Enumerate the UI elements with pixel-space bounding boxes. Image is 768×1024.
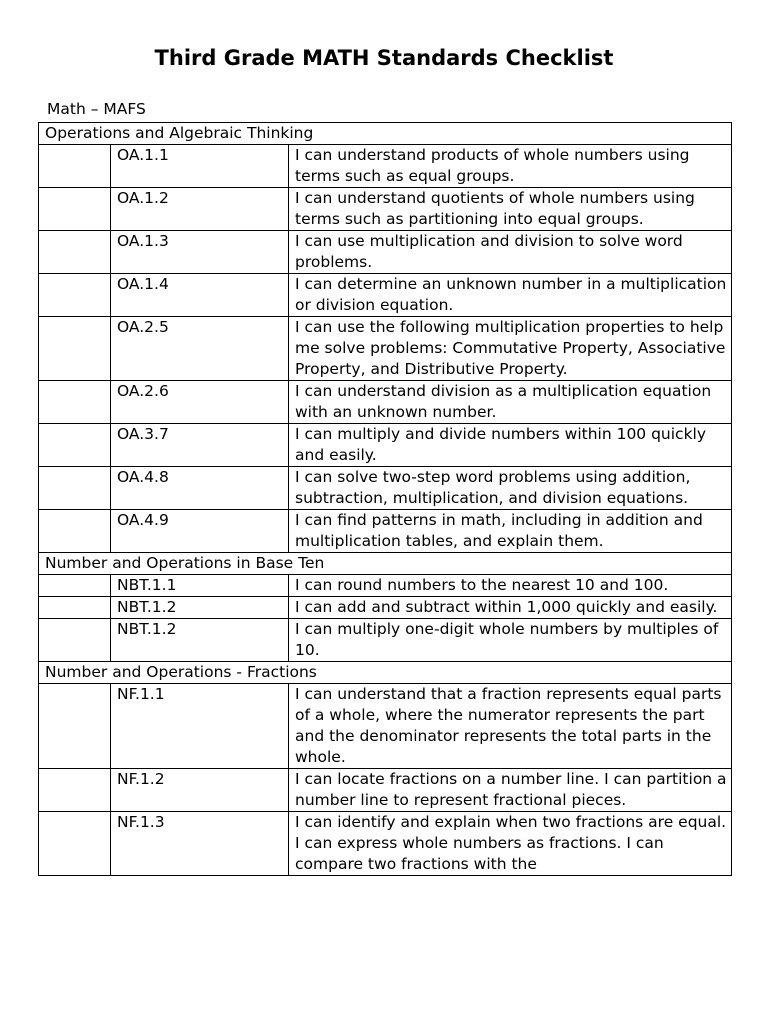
domain-heading: Number and Operations - Fractions [39, 662, 732, 684]
standard-code: OA.1.2 [111, 188, 289, 231]
standard-code: OA.2.6 [111, 381, 289, 424]
domain-row [39, 123, 732, 145]
blank-cell [39, 467, 111, 510]
standard-code: NF.1.1 [111, 684, 289, 769]
standards-table [38, 122, 732, 876]
standard-description: I can multiply one-digit whole numbers by multiples of 10. [289, 619, 732, 662]
standard-code: OA.2.5 [111, 317, 289, 381]
domain-row [39, 553, 732, 575]
domain-heading: Operations and Algebraic Thinking [39, 123, 732, 145]
blank-cell [39, 145, 111, 188]
table-row [39, 597, 732, 619]
blank-cell [39, 317, 111, 381]
table-row [39, 424, 732, 467]
standard-code: NBT.1.2 [111, 597, 289, 619]
table-row [39, 188, 732, 231]
standard-description: I can determine an unknown number in a multiplication or division equation. [289, 274, 732, 317]
standard-code: OA.3.7 [111, 424, 289, 467]
standard-description: I can understand quotients of whole numbers using terms such as partitioning into equal groups. [289, 188, 732, 231]
blank-cell [39, 575, 111, 597]
blank-cell [39, 597, 111, 619]
table-row [39, 812, 732, 876]
table-row [39, 381, 732, 424]
table-row [39, 684, 732, 769]
table-row [39, 510, 732, 553]
standard-description: I can understand that a fraction represents equal parts of a whole, where the numerator represents the part and the denominator represents the total parts in the whole. [289, 684, 732, 769]
table-row [39, 467, 732, 510]
blank-cell [39, 381, 111, 424]
standard-code: NF.1.2 [111, 769, 289, 812]
standard-code: NF.1.3 [111, 812, 289, 876]
page-title: Third Grade MATH Standards Checklist [154, 46, 614, 70]
table-row [39, 575, 732, 597]
table-row [39, 231, 732, 274]
standard-code: NBT.1.2 [111, 619, 289, 662]
blank-cell [39, 684, 111, 769]
standard-description: I can locate fractions on a number line. I can partition a number line to represent fractional pieces. [289, 769, 732, 812]
standard-description: I can identify and explain when two fractions are equal. I can express whole numbers as fractions. I can compare two fractions with the [289, 812, 732, 876]
standard-code: NBT.1.1 [111, 575, 289, 597]
standard-description: I can use the following multiplication properties to help me solve problems: Commutative Property, Associative Property, and Distributive Property. [289, 317, 732, 381]
blank-cell [39, 188, 111, 231]
domain-row [39, 662, 732, 684]
blank-cell [39, 619, 111, 662]
standard-description: I can understand products of whole numbers using terms such as equal groups. [289, 145, 732, 188]
domain-heading: Number and Operations in Base Ten [39, 553, 732, 575]
standard-code: OA.1.3 [111, 231, 289, 274]
table-row [39, 619, 732, 662]
blank-cell [39, 769, 111, 812]
standard-code: OA.1.4 [111, 274, 289, 317]
standard-code: OA.4.8 [111, 467, 289, 510]
standard-description: I can solve two-step word problems using addition, subtraction, multiplication, and division equations. [289, 467, 732, 510]
table-row [39, 145, 732, 188]
standard-description: I can add and subtract within 1,000 quickly and easily. [289, 597, 732, 619]
blank-cell [39, 231, 111, 274]
standard-description: I can use multiplication and division to solve word problems. [289, 231, 732, 274]
standard-code: OA.4.9 [111, 510, 289, 553]
standard-description: I can multiply and divide numbers within 100 quickly and easily. [289, 424, 732, 467]
standard-description: I can understand division as a multiplication equation with an unknown number. [289, 381, 732, 424]
blank-cell [39, 424, 111, 467]
standard-code: OA.1.1 [111, 145, 289, 188]
blank-cell [39, 274, 111, 317]
table-row [39, 274, 732, 317]
blank-cell [39, 812, 111, 876]
standard-description: I can find patterns in math, including in addition and multiplication tables, and explain them. [289, 510, 732, 553]
subject-label: Math – MAFS [47, 100, 146, 118]
table-row [39, 769, 732, 812]
standard-description: I can round numbers to the nearest 10 and 100. [289, 575, 732, 597]
table-row [39, 317, 732, 381]
blank-cell [39, 510, 111, 553]
